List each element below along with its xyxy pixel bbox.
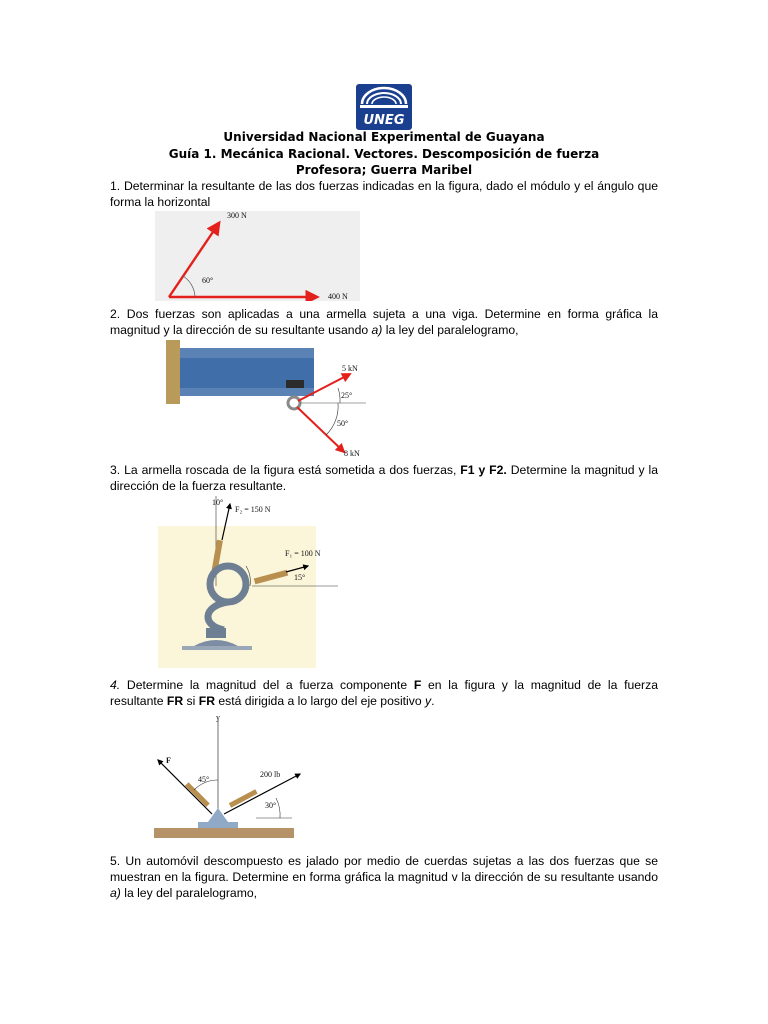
p4-angle-30: 30° — [265, 801, 277, 810]
p3-angle-10: 10° — [212, 498, 224, 507]
problem-3-text: 3. La armella roscada de la figura está sometida a dos fuerzas, F1 y F2. Determine la magnitud y la dirección de la fuerza resultante. — [110, 463, 658, 493]
p1-force-300: 300 N — [227, 211, 247, 220]
p4-force-f: F — [166, 756, 171, 765]
p2-angle-50: 50° — [337, 419, 349, 428]
p3-f2: F₂ = 150 N — [235, 505, 271, 514]
problem-5-text: 5. Un automóvil descompuesto es jalado por medio de cuerdas sujetas a las dos fuerzas que se muestran en la figura. Determine en forma gráfica la magnitud v la dirección de su resultante usando a) la ley del paralelogramo, — [110, 854, 658, 900]
p3-angle-15: 15° — [294, 573, 306, 582]
problem-1-figure — [155, 211, 360, 301]
guide-title: Guía 1. Mecánica Racional. Vectores. Descomposición de fuerza — [168, 147, 600, 161]
problem-2-figure — [166, 340, 366, 460]
p1-angle: 60° — [202, 276, 214, 285]
p4-axis-y: y — [216, 713, 220, 722]
problem-4-figure — [152, 710, 302, 850]
p4-force-200: 200 lb — [260, 770, 281, 779]
teacher-name: Profesora; Guerra Maribel — [295, 163, 473, 177]
university-name: Universidad Nacional Experimental de Guayana — [223, 130, 545, 144]
problem-2-text: 2. Dos fuerzas son aplicadas a una armella sujeta a una viga. Determine en forma gráfica la magnitud y la dirección de su resultante usando a) la ley del paralelogramo, — [110, 307, 658, 337]
p2-force-5kn: 5 kN — [342, 364, 358, 373]
problem-1-text: 1. Determinar la resultante de las dos fuerzas indicadas en la figura, dado el módulo y el ángulo que forma la horizontal — [110, 179, 658, 209]
logo-text: UNEG — [363, 113, 405, 128]
p3-f1: F₁ = 100 N — [285, 549, 321, 558]
p2-angle-25: 25° — [341, 391, 353, 400]
p4-angle-45: 45° — [198, 775, 210, 784]
uneg-logo — [356, 84, 412, 130]
p1-force-400: 400 N — [328, 292, 348, 301]
problem-3-figure — [158, 496, 368, 668]
problem-4-text: 4. Determine la magnitud del a fuerza componente F en la figura y la magnitud de la fuerza resultante FR si FR está dirigida a lo largo del eje positivo y. — [110, 678, 658, 708]
p2-force-8kn: 8 kN — [344, 449, 360, 458]
